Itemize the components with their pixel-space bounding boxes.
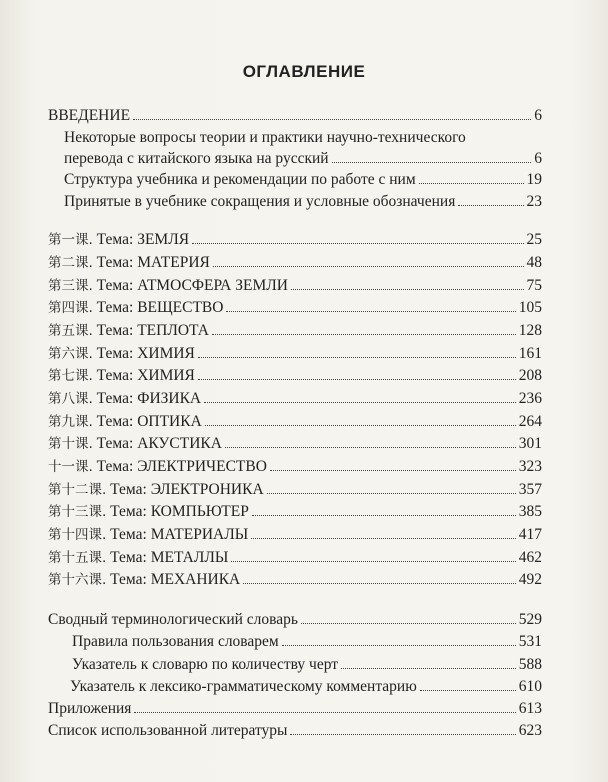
lesson-topic: Тема: ЭЛЕКТРИЧЕСТВО	[96, 458, 267, 475]
toc-entry-appendices[interactable]	[48, 700, 542, 718]
toc-entry-text: Указатель к словарю по количеству черт	[72, 656, 339, 673]
leader-dots	[226, 299, 515, 312]
leader-dots	[420, 678, 516, 691]
leader-dots	[198, 345, 516, 358]
toc-entry-theory-line1[interactable]	[64, 129, 542, 147]
lesson-topic: Тема: ОПТИКА	[96, 413, 202, 430]
toc-lesson-9[interactable]	[48, 413, 542, 431]
toc-page-number: 25	[526, 231, 542, 248]
toc-page-number: 613	[518, 700, 542, 717]
lesson-number: 第十三课.	[48, 504, 107, 520]
toc-page-number: 128	[518, 322, 542, 339]
lesson-topic: Тема: ВЕЩЕСТВО	[96, 299, 224, 316]
lesson-topic: Тема: МАТЕРИЯ	[96, 254, 210, 271]
toc-entry-text: Правила пользования словарем	[72, 633, 279, 650]
toc-entry-dictionary[interactable]	[48, 611, 542, 629]
toc-entry-dictionary-rules[interactable]	[72, 633, 542, 651]
toc-lesson-4[interactable]	[48, 299, 542, 317]
toc-page-number: 492	[518, 571, 542, 588]
toc-page-number: 301	[518, 435, 542, 452]
toc-page-number: 236	[518, 390, 542, 407]
toc-entry-text: Приложения	[48, 700, 132, 717]
lesson-number: 第五课.	[48, 323, 93, 339]
leader-dots	[290, 722, 515, 735]
toc-page-number: 385	[518, 503, 542, 520]
lesson-topic: Тема: КОМПЬЮТЕР	[110, 503, 249, 520]
lesson-number: 第二课.	[48, 255, 93, 271]
lesson-topic: Тема: ХИМИЯ	[96, 345, 195, 362]
lesson-number: 第十二课.	[48, 482, 107, 498]
toc-page-number: 6	[534, 107, 542, 124]
toc-lesson-13[interactable]	[48, 503, 542, 521]
lesson-topic: Тема: ФИЗИКА	[96, 390, 202, 407]
lesson-number: 第六课.	[48, 346, 93, 362]
lesson-number: 第七课.	[48, 368, 93, 384]
toc-page-number: 23	[526, 193, 542, 210]
toc-entry-text: Принятые в учебнике сокращения и условные обозначения	[64, 193, 456, 210]
lesson-topic: Тема: АКУСТИКА	[96, 435, 222, 452]
leader-dots	[270, 458, 516, 471]
toc-entry-abbreviations[interactable]	[64, 193, 542, 211]
toc-lesson-16[interactable]	[48, 571, 542, 589]
toc-page-number: 105	[518, 299, 542, 316]
toc-entry-text: Сводный терминологический словарь	[48, 611, 298, 628]
toc-page-number: 462	[518, 549, 542, 566]
lesson-topic: Тема: МАТЕРИАЛЫ	[110, 526, 249, 543]
lesson-topic: Тема: ЗЕМЛЯ	[96, 231, 190, 248]
leader-dots	[204, 390, 516, 403]
toc-page-number: 6	[534, 150, 542, 167]
lesson-number: 第十五课.	[48, 550, 107, 566]
page-title: ОГЛАВЛЕНИЕ	[242, 62, 366, 81]
toc-page-number: 208	[518, 367, 542, 384]
toc-entry-intro[interactable]	[48, 107, 542, 125]
toc-page-number: 75	[526, 277, 542, 294]
leader-dots	[301, 611, 516, 624]
toc-page-number: 588	[518, 656, 542, 673]
lesson-topic: Тема: ЭЛЕКТРОНИКА	[110, 481, 264, 498]
toc-lesson-8[interactable]	[48, 390, 542, 408]
leader-dots	[282, 633, 516, 646]
toc-entry-structure[interactable]	[64, 171, 542, 189]
leader-dots	[251, 526, 515, 539]
toc-lesson-6[interactable]	[48, 345, 542, 363]
lesson-number: 第十四课.	[48, 527, 107, 543]
lesson-number: 十一课.	[48, 459, 93, 475]
lesson-number: 第九课.	[48, 414, 93, 430]
leader-dots	[332, 150, 532, 163]
leader-dots	[243, 571, 516, 584]
leader-dots	[341, 656, 516, 669]
leader-dots	[291, 277, 524, 290]
lesson-number: 第十课.	[48, 436, 93, 452]
toc-page-number: 161	[518, 345, 542, 362]
lesson-topic: Тема: МЕХАНИКА	[110, 571, 241, 588]
toc-entry-theory[interactable]	[64, 150, 542, 168]
lesson-topic: Тема: ТЕПЛОТА	[96, 322, 209, 339]
lesson-number: 第三课.	[48, 278, 93, 294]
toc-page-number: 323	[518, 458, 542, 475]
leader-dots	[205, 413, 516, 426]
toc-lesson-14[interactable]	[48, 526, 542, 544]
lesson-number: 第一课.	[48, 232, 93, 248]
toc-page-number: 48	[526, 254, 542, 271]
leader-dots	[212, 322, 516, 335]
toc-lesson-3[interactable]	[48, 277, 542, 295]
lesson-number: 第四课.	[48, 300, 93, 316]
toc-lesson-12[interactable]	[48, 481, 542, 499]
leader-dots	[267, 481, 516, 494]
toc-page-number: 19	[526, 171, 542, 188]
toc-page-number: 531	[518, 633, 542, 650]
toc-entry-stroke-index[interactable]	[72, 656, 542, 674]
leader-dots	[225, 435, 516, 448]
lesson-number: 第八课.	[48, 391, 93, 407]
leader-dots	[213, 254, 524, 267]
lesson-topic: Тема: АТМОСФЕРА ЗЕМЛИ	[96, 277, 288, 294]
leader-dots	[231, 549, 515, 562]
leader-dots	[192, 231, 523, 244]
toc-page-number: 529	[518, 611, 542, 628]
toc-entry-text: Указатель к лексико-грамматическому комментарию	[70, 678, 417, 695]
leader-dots	[252, 503, 516, 516]
toc-lesson-1[interactable]	[48, 231, 542, 249]
toc-entry-text: Структура учебника и рекомендации по работе с ним	[64, 171, 416, 188]
toc-page-number: 417	[518, 526, 542, 543]
leader-dots	[133, 107, 531, 120]
toc-lesson-15[interactable]	[48, 549, 542, 567]
leader-dots	[458, 193, 523, 206]
leader-dots	[198, 367, 516, 380]
toc-page-number: 264	[518, 413, 542, 430]
toc-lesson-10[interactable]	[48, 435, 542, 453]
toc-lesson-5[interactable]	[48, 322, 542, 340]
toc-lesson-7[interactable]	[48, 367, 542, 385]
leader-dots	[419, 171, 524, 184]
toc-lesson-11[interactable]	[48, 458, 542, 476]
toc-entry-text: Некоторые вопросы теории и практики научно-технического	[64, 129, 466, 146]
lesson-number: 第十六课.	[48, 572, 107, 588]
toc-entry-references[interactable]	[48, 722, 542, 740]
toc-lesson-2[interactable]	[48, 254, 542, 272]
toc-entry-grammar-index[interactable]	[70, 678, 542, 696]
toc-entry-text: перевода с китайского языка на русский	[64, 150, 329, 167]
toc-entry-text: Список использованной литературы	[48, 722, 288, 739]
leader-dots	[134, 700, 515, 713]
toc-entry-text: ВВЕДЕНИЕ	[48, 107, 131, 124]
toc-page-number: 623	[518, 722, 542, 739]
lesson-topic: Тема: МЕТАЛЛЫ	[110, 549, 229, 566]
toc-page-number: 610	[518, 678, 542, 695]
lesson-topic: Тема: ХИМИЯ	[96, 367, 195, 384]
toc-page-number: 357	[518, 481, 542, 498]
